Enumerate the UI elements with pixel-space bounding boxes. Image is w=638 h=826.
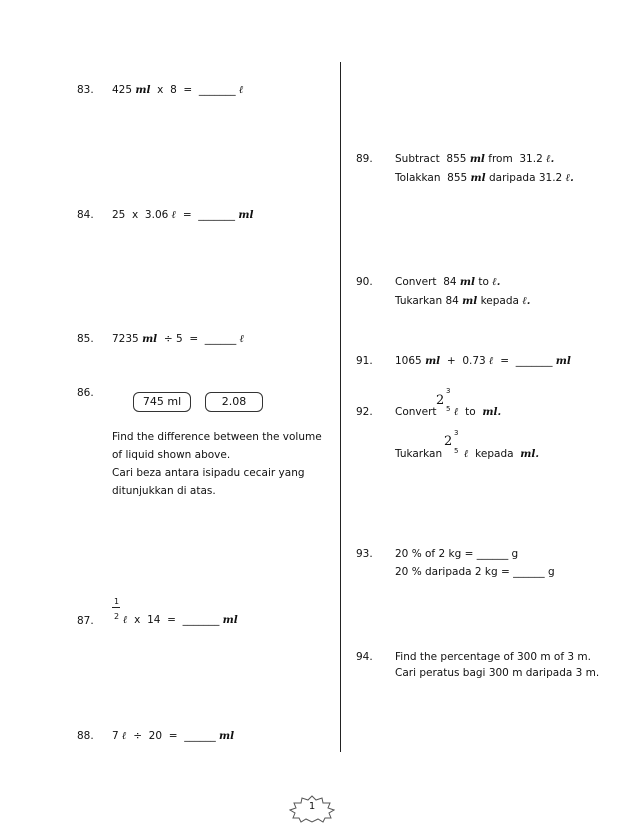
q94-number: 94. [356, 651, 373, 663]
page-number-badge [289, 795, 335, 823]
q87-fraction-denominator: 2 [114, 612, 120, 621]
q86-english-line-1: Find the difference between the volume [112, 431, 322, 443]
q89-number: 89. [356, 153, 373, 165]
q87-fraction-bar [112, 607, 120, 608]
q92-number: 92. [356, 406, 373, 418]
q85-text: 7235 ml ÷ 5 = ______ ℓ [112, 333, 245, 345]
q94-malay: Cari peratus bagi 300 m daripada 3 m. [395, 667, 600, 679]
q92-malay-fraction-numerator: 3 [454, 429, 459, 437]
q84-text: 25 x 3.06 ℓ = _______ ml [112, 209, 254, 221]
q89-english: Subtract 855 ml from 31.2 ℓ. [395, 153, 555, 165]
q93-english: 20 % of 2 kg = ______ g [395, 548, 519, 560]
q85-number: 85. [77, 333, 94, 345]
q87-text: ℓ x 14 = _______ ml [123, 614, 238, 626]
q92-malay-label: Tukarkan [395, 448, 443, 460]
q86-number: 86. [77, 387, 94, 399]
q92-english-label: Convert [395, 406, 437, 418]
q89-malay: Tolakkan 855 ml daripada 31.2 ℓ. [395, 172, 574, 184]
q90-english: Convert 84 ml to ℓ. [395, 276, 501, 288]
q93-malay: 20 % daripada 2 kg = ______ g [395, 566, 555, 578]
q92-malay-units: ℓ kepada ml. [464, 448, 539, 460]
q88-number: 88. [77, 730, 94, 742]
volume-box-1: 745 ml [133, 392, 191, 412]
q91-text: 1065 ml + 0.73 ℓ = _______ ml [395, 355, 571, 367]
q92-malay-fraction-denominator: 5 [454, 447, 459, 455]
q88-text: 7 ℓ ÷ 20 = ______ ml [112, 730, 235, 742]
q86-malay-line-2: ditunjukkan di atas. [112, 485, 216, 497]
q92-english-fraction-numerator: 3 [446, 387, 451, 395]
q83-number: 83. [77, 84, 94, 96]
q90-number: 90. [356, 276, 373, 288]
q83-text: 425 ml x 8 = _______ ℓ [112, 84, 244, 96]
q91-number: 91. [356, 355, 373, 367]
volume-box-2: 2.08 [205, 392, 263, 412]
column-divider [340, 62, 341, 752]
q84-number: 84. [77, 209, 94, 221]
q92-english-units: ℓ to ml. [454, 406, 502, 418]
q87-fraction-numerator: 1 [114, 597, 120, 606]
q92-malay-whole: 2 [444, 434, 453, 449]
q86-english-line-2: of liquid shown above. [112, 449, 231, 461]
q93-number: 93. [356, 548, 373, 560]
q90-malay: Tukarkan 84 ml kepada ℓ. [395, 295, 531, 307]
q92-english-fraction-denominator: 5 [446, 405, 451, 413]
q86-malay-line-1: Cari beza antara isipadu cecair yang [112, 467, 305, 479]
q92-english-whole: 2 [436, 393, 445, 408]
page-number: 1 [308, 801, 316, 812]
q94-english: Find the percentage of 300 m of 3 m. [395, 651, 591, 663]
q87-number: 87. [77, 615, 94, 627]
